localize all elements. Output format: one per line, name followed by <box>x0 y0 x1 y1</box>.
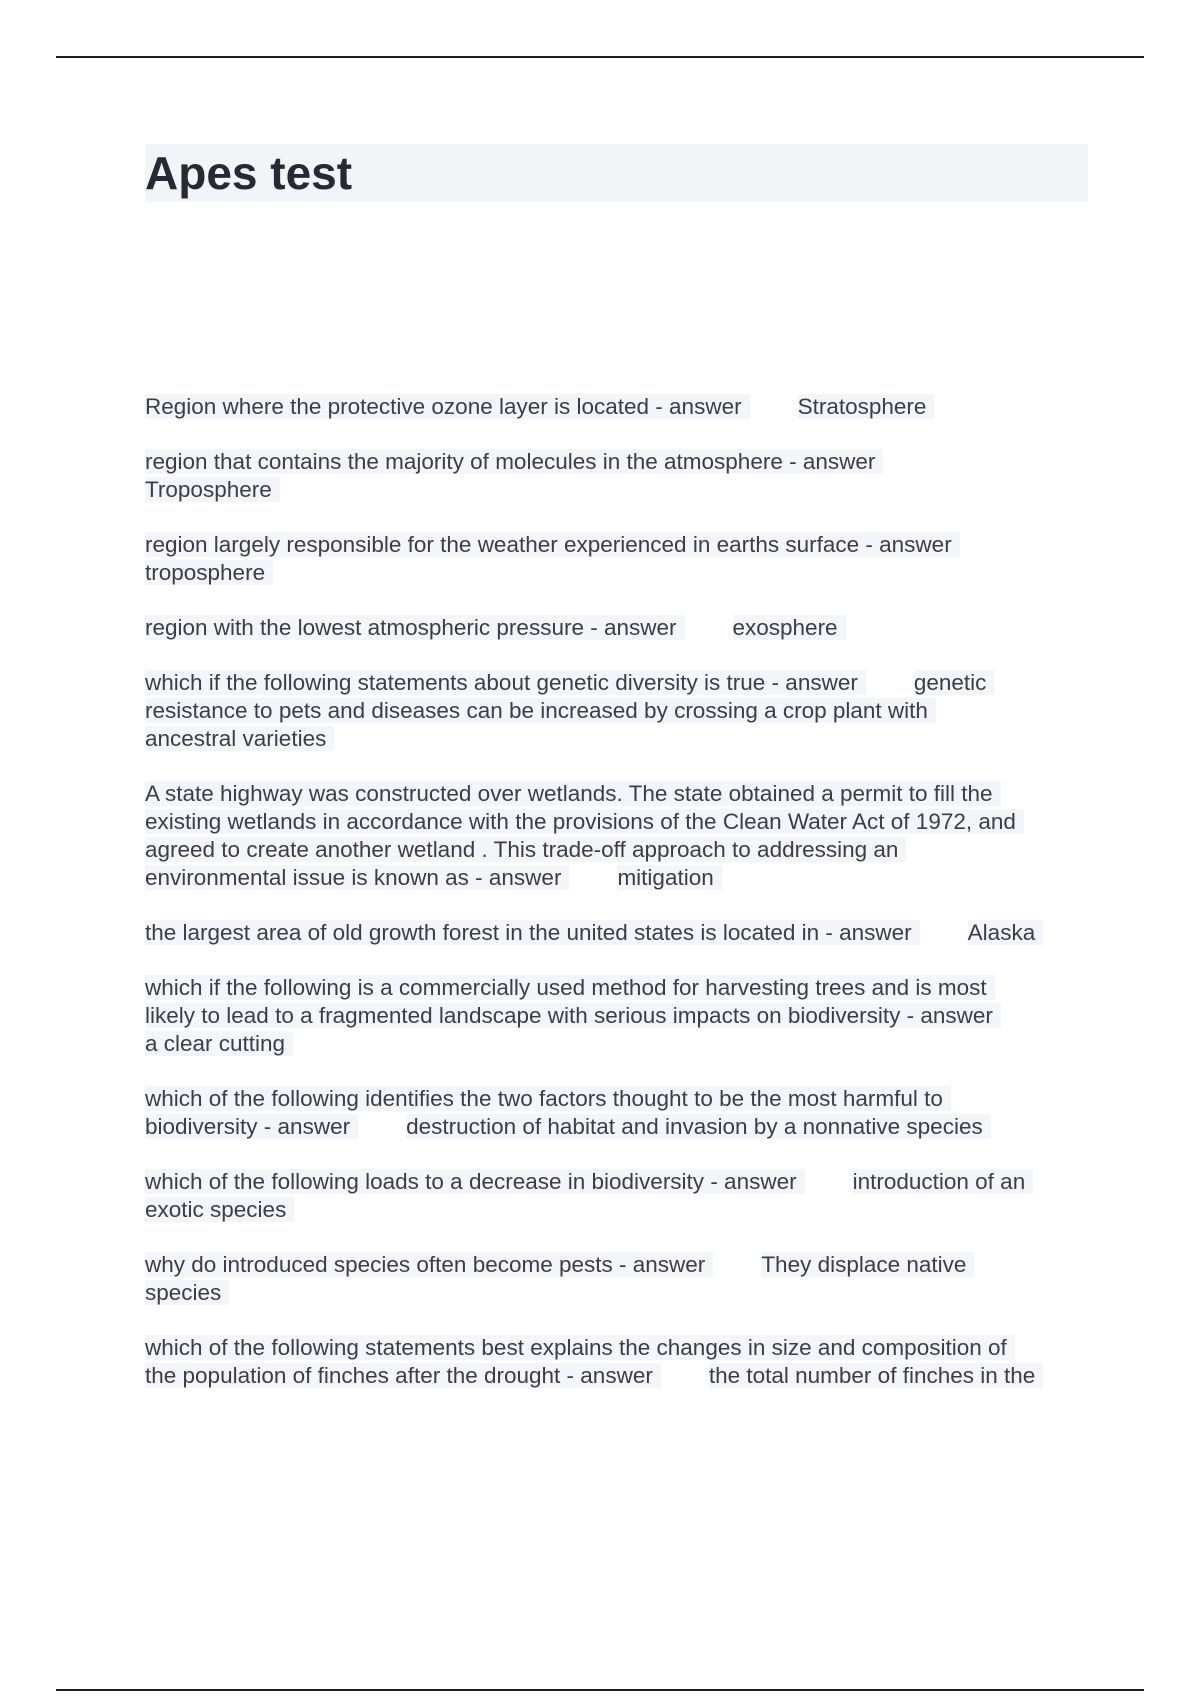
qa-line <box>145 919 1090 947</box>
question-text: region that contains the majority of molecules in the atmosphere - answer <box>145 449 883 474</box>
qa-line <box>145 780 1090 808</box>
qa-line <box>145 1030 1090 1058</box>
qa-line <box>145 725 1090 753</box>
qa-entry <box>145 974 1090 1058</box>
qa-line <box>145 1251 1090 1279</box>
qa-line <box>145 974 1090 1002</box>
question-text: the largest area of old growth forest in the united states is located in - answer <box>145 920 920 945</box>
question-text: region with the lowest atmospheric pressure - answer <box>145 615 685 640</box>
qa-line <box>145 1002 1090 1030</box>
question-text: biodiversity - answer <box>145 1114 358 1139</box>
qa-line <box>145 1334 1090 1362</box>
qa-line <box>145 1362 1090 1390</box>
answer-text: Alaska <box>968 920 1044 945</box>
question-text: genetic <box>914 670 995 695</box>
title-block <box>145 144 1088 202</box>
qa-entry <box>145 1251 1090 1307</box>
qa-line <box>145 448 1090 476</box>
qa-line <box>145 697 1090 725</box>
question-text: environmental issue is known as - answer <box>145 865 569 890</box>
qa-entry <box>145 393 1090 421</box>
qa-entry <box>145 1334 1090 1390</box>
qa-line <box>145 531 1090 559</box>
question-text: which of the following loads to a decrease in biodiversity - answer <box>145 1169 805 1194</box>
qa-line <box>145 559 1090 587</box>
question-text: existing wetlands in accordance with the provisions of the Clean Water Act of 1972, and <box>145 809 1024 834</box>
question-text: which of the following statements best explains the changes in size and composition of <box>145 1335 1015 1360</box>
qa-line <box>145 864 1090 892</box>
answer-text: exotic species <box>145 1197 294 1222</box>
qa-entry <box>145 1168 1090 1224</box>
question-text: which if the following is a commercially used method for harvesting trees and is most <box>145 975 995 1000</box>
qa-line <box>145 669 1090 697</box>
question-text: resistance to pets and diseases can be increased by crossing a crop plant with <box>145 698 936 723</box>
question-text: Region where the protective ozone layer is located - answer <box>145 394 750 419</box>
answer-text: Stratosphere <box>798 394 935 419</box>
page-title: Apes test <box>145 147 353 199</box>
question-text: region largely responsible for the weather experienced in earths surface - answer <box>145 532 960 557</box>
question-text: which of the following identifies the two factors thought to be the most harmful to <box>145 1086 951 1111</box>
qa-line <box>145 1085 1090 1113</box>
qa-line <box>145 1279 1090 1307</box>
qa-entry <box>145 531 1090 587</box>
qa-line <box>145 1113 1090 1141</box>
answer-text: ancestral varieties <box>145 726 334 751</box>
qa-line <box>145 476 1090 504</box>
qa-entry <box>145 780 1090 892</box>
question-text: A state highway was constructed over wetlands. The state obtained a permit to fill the <box>145 781 1001 806</box>
answer-text: species <box>145 1280 229 1305</box>
question-text: agreed to create another wetland . This trade-off approach to addressing an <box>145 837 906 862</box>
qa-line <box>145 614 1090 642</box>
qa-line <box>145 1168 1090 1196</box>
qa-entry <box>145 669 1090 753</box>
qa-line <box>145 1196 1090 1224</box>
question-text: They displace native <box>761 1252 974 1277</box>
question-answer-list <box>145 393 1090 1417</box>
answer-text: the total number of finches in the <box>709 1363 1043 1388</box>
question-text: likely to lead to a fragmented landscape with serious impacts on biodiversity - answer <box>145 1003 1001 1028</box>
answer-text: mitigation <box>617 865 721 890</box>
bottom-rule <box>56 1689 1144 1691</box>
question-text: introduction of an <box>853 1169 1034 1194</box>
answer-text: destruction of habitat and invasion by a nonnative species <box>406 1114 991 1139</box>
question-text: the population of finches after the drought - answer <box>145 1363 661 1388</box>
answer-text: a clear cutting <box>145 1031 293 1056</box>
qa-line <box>145 836 1090 864</box>
qa-entry <box>145 448 1090 504</box>
qa-line <box>145 393 1090 421</box>
top-rule <box>56 56 1144 58</box>
question-text: why do introduced species often become pests - answer <box>145 1252 713 1277</box>
answer-text: exosphere <box>733 615 846 640</box>
qa-entry <box>145 1085 1090 1141</box>
qa-line <box>145 808 1090 836</box>
qa-entry <box>145 614 1090 642</box>
answer-text: Troposphere <box>145 477 280 502</box>
answer-text: troposphere <box>145 560 273 585</box>
question-text: which if the following statements about genetic diversity is true - answer <box>145 670 866 695</box>
qa-entry <box>145 919 1090 947</box>
